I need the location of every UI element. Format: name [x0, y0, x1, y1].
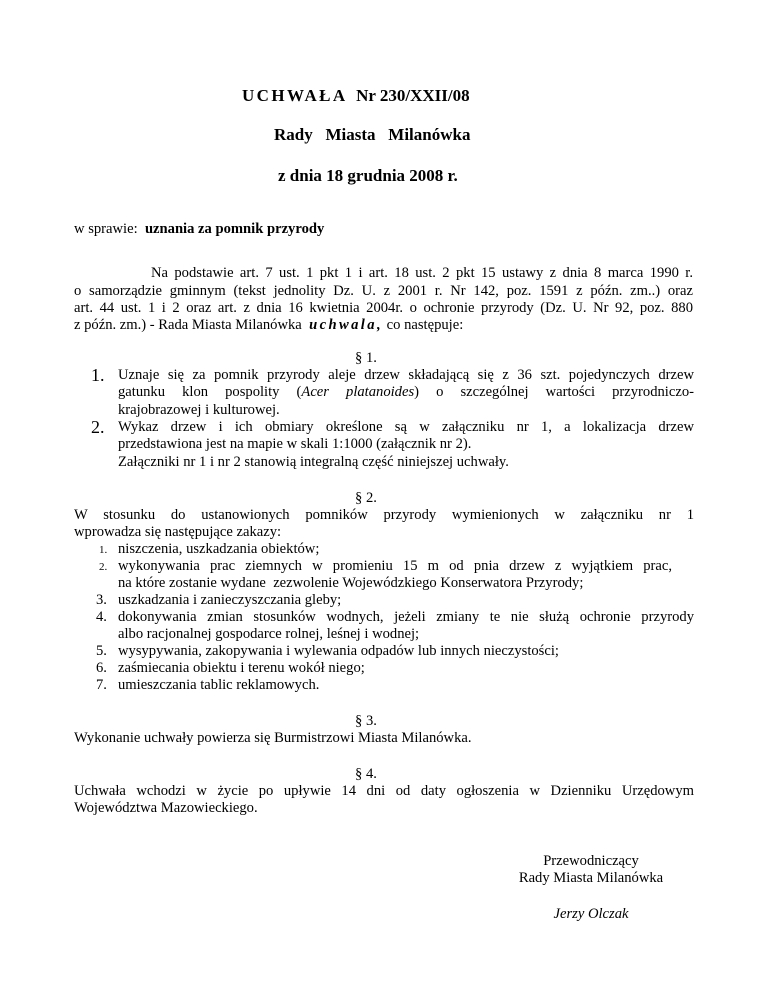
subject-text: uznania za pomnik przyrody — [144, 221, 325, 237]
signature-body: Rady Miasta Milanówka — [518, 870, 664, 886]
section-2-heading: § 2. — [355, 490, 377, 506]
s2-item-3-text: uszkadzania i zanieczyszczania gleby; — [118, 592, 342, 608]
s2-item-2-line-1: wykonywania prac ziemnych w promieniu 15 m od pnia drzew z wyjątkiem prac, — [118, 558, 672, 574]
subject-prefix: w sprawie: — [74, 221, 138, 237]
preamble-line-2: o samorządzie gminnym (tekst jednolity Dz. U. z 2001 r. Nr 142, poz. 1591 z późn. zm..) oraz — [74, 283, 693, 299]
section-1-heading: § 1. — [355, 350, 377, 366]
s2-intro-line-1: W stosunku do ustanowionych pomników przyrody wymienionych w załączniku nr 1 — [74, 507, 694, 523]
preamble-line-3: art. 44 ust. 1 i 2 oraz art. z dnia 16 kwietnia 2004r. o ochronie przyrody (Dz. U. Nr 92, poz. 880 — [74, 300, 693, 316]
preamble-line-4: z późn. zm.) - Rada Miasta Milanówka uchwala, co następuje: — [74, 317, 464, 333]
s2-intro-line-2: wprowadza się następujące zakazy: — [74, 524, 282, 540]
signature-role: Przewodniczący — [543, 853, 639, 869]
s1-item-1-line-3: krajobrazowej i kulturowej. — [118, 402, 280, 418]
s2-item-4-line-1: dokonywania zmian stosunków wodnych, jeżeli zmiany te nie służą ochronie przyrody — [118, 609, 694, 625]
s1-item-1-line-2: gatunku klon pospolity (Acer platanoides) o szczególnej wartości przyrodniczo- — [118, 384, 694, 400]
s2-item-4-line-2: albo racjonalnej gospodarce rolnej, leśnej i wodnej; — [118, 626, 420, 642]
s1-item-1-number: 1. — [91, 365, 105, 385]
s2-item-7-text: umieszczania tablic reklamowych. — [118, 677, 320, 693]
subject-line — [74, 221, 324, 239]
s2-item-4-number: 4. — [96, 609, 107, 625]
s2-item-1-text: niszczenia, uszkadzania obiektów; — [118, 541, 320, 557]
s2-item-5-number: 5. — [96, 643, 107, 659]
document-title — [242, 86, 470, 106]
s1-item-2-line-2: przedstawiona jest na mapie w skali 1:1000 (załącznik nr 2). — [118, 436, 472, 452]
s4-line-2: Województwa Mazowieckiego. — [74, 800, 258, 816]
latin-name: Acer platanoides — [301, 384, 415, 400]
section-4-heading: § 4. — [355, 766, 377, 782]
s3-text: Wykonanie uchwały powierza się Burmistrzowi Miasta Milanówka. — [74, 730, 472, 746]
s2-item-3-number: 3. — [96, 592, 107, 608]
signature-name: Jerzy Olczak — [553, 906, 629, 922]
preamble-line-1: Na podstawie art. 7 ust. 1 pkt 1 i art. 18 ust. 2 pkt 15 ustawy z dnia 8 marca 1990 r. — [151, 265, 693, 281]
s2-item-2-line-2: na które zostanie wydane zezwolenie Wojewódzkiego Konserwatora Przyrody; — [118, 575, 584, 591]
s2-item-2-number: 2. — [99, 561, 108, 573]
title-number: Nr 230/XXII/08 — [356, 86, 470, 105]
council-name: Rady Miasta Milanówka — [274, 125, 471, 144]
s4-line-1: Uchwała wchodzi w życie po upływie 14 dni od daty ogłoszenia w Dzienniku Urzędowym — [74, 783, 694, 799]
title-word: UCHWAŁA — [242, 86, 348, 105]
resolution-date: z dnia 18 grudnia 2008 r. — [278, 166, 458, 185]
s1-item-2-number: 2. — [91, 417, 105, 437]
s2-item-5-text: wysypywania, zakopywania i wylewania odpadów lub innych nieczystości; — [118, 643, 559, 659]
s2-item-1-number: 1. — [99, 544, 108, 556]
s2-item-6-number: 6. — [96, 660, 107, 676]
s1-item-2-line-1: Wykaz drzew i ich obmiary określone są w załączniku nr 1, a lokalizacja drzew — [118, 419, 694, 435]
s2-item-7-number: 7. — [96, 677, 107, 693]
s1-item-2-line-3: Załączniki nr 1 i nr 2 stanowią integralną część niniejszej uchwały. — [118, 454, 509, 470]
uchwala-word: uchwala, — [309, 317, 384, 333]
s2-item-6-text: zaśmiecania obiektu i terenu wokół niego; — [118, 660, 365, 676]
section-3-heading: § 3. — [355, 713, 377, 729]
s1-item-1-line-1: Uznaje się za pomnik przyrody aleje drzew składającą się z 36 szt. pojedynczych drzew — [118, 367, 694, 383]
